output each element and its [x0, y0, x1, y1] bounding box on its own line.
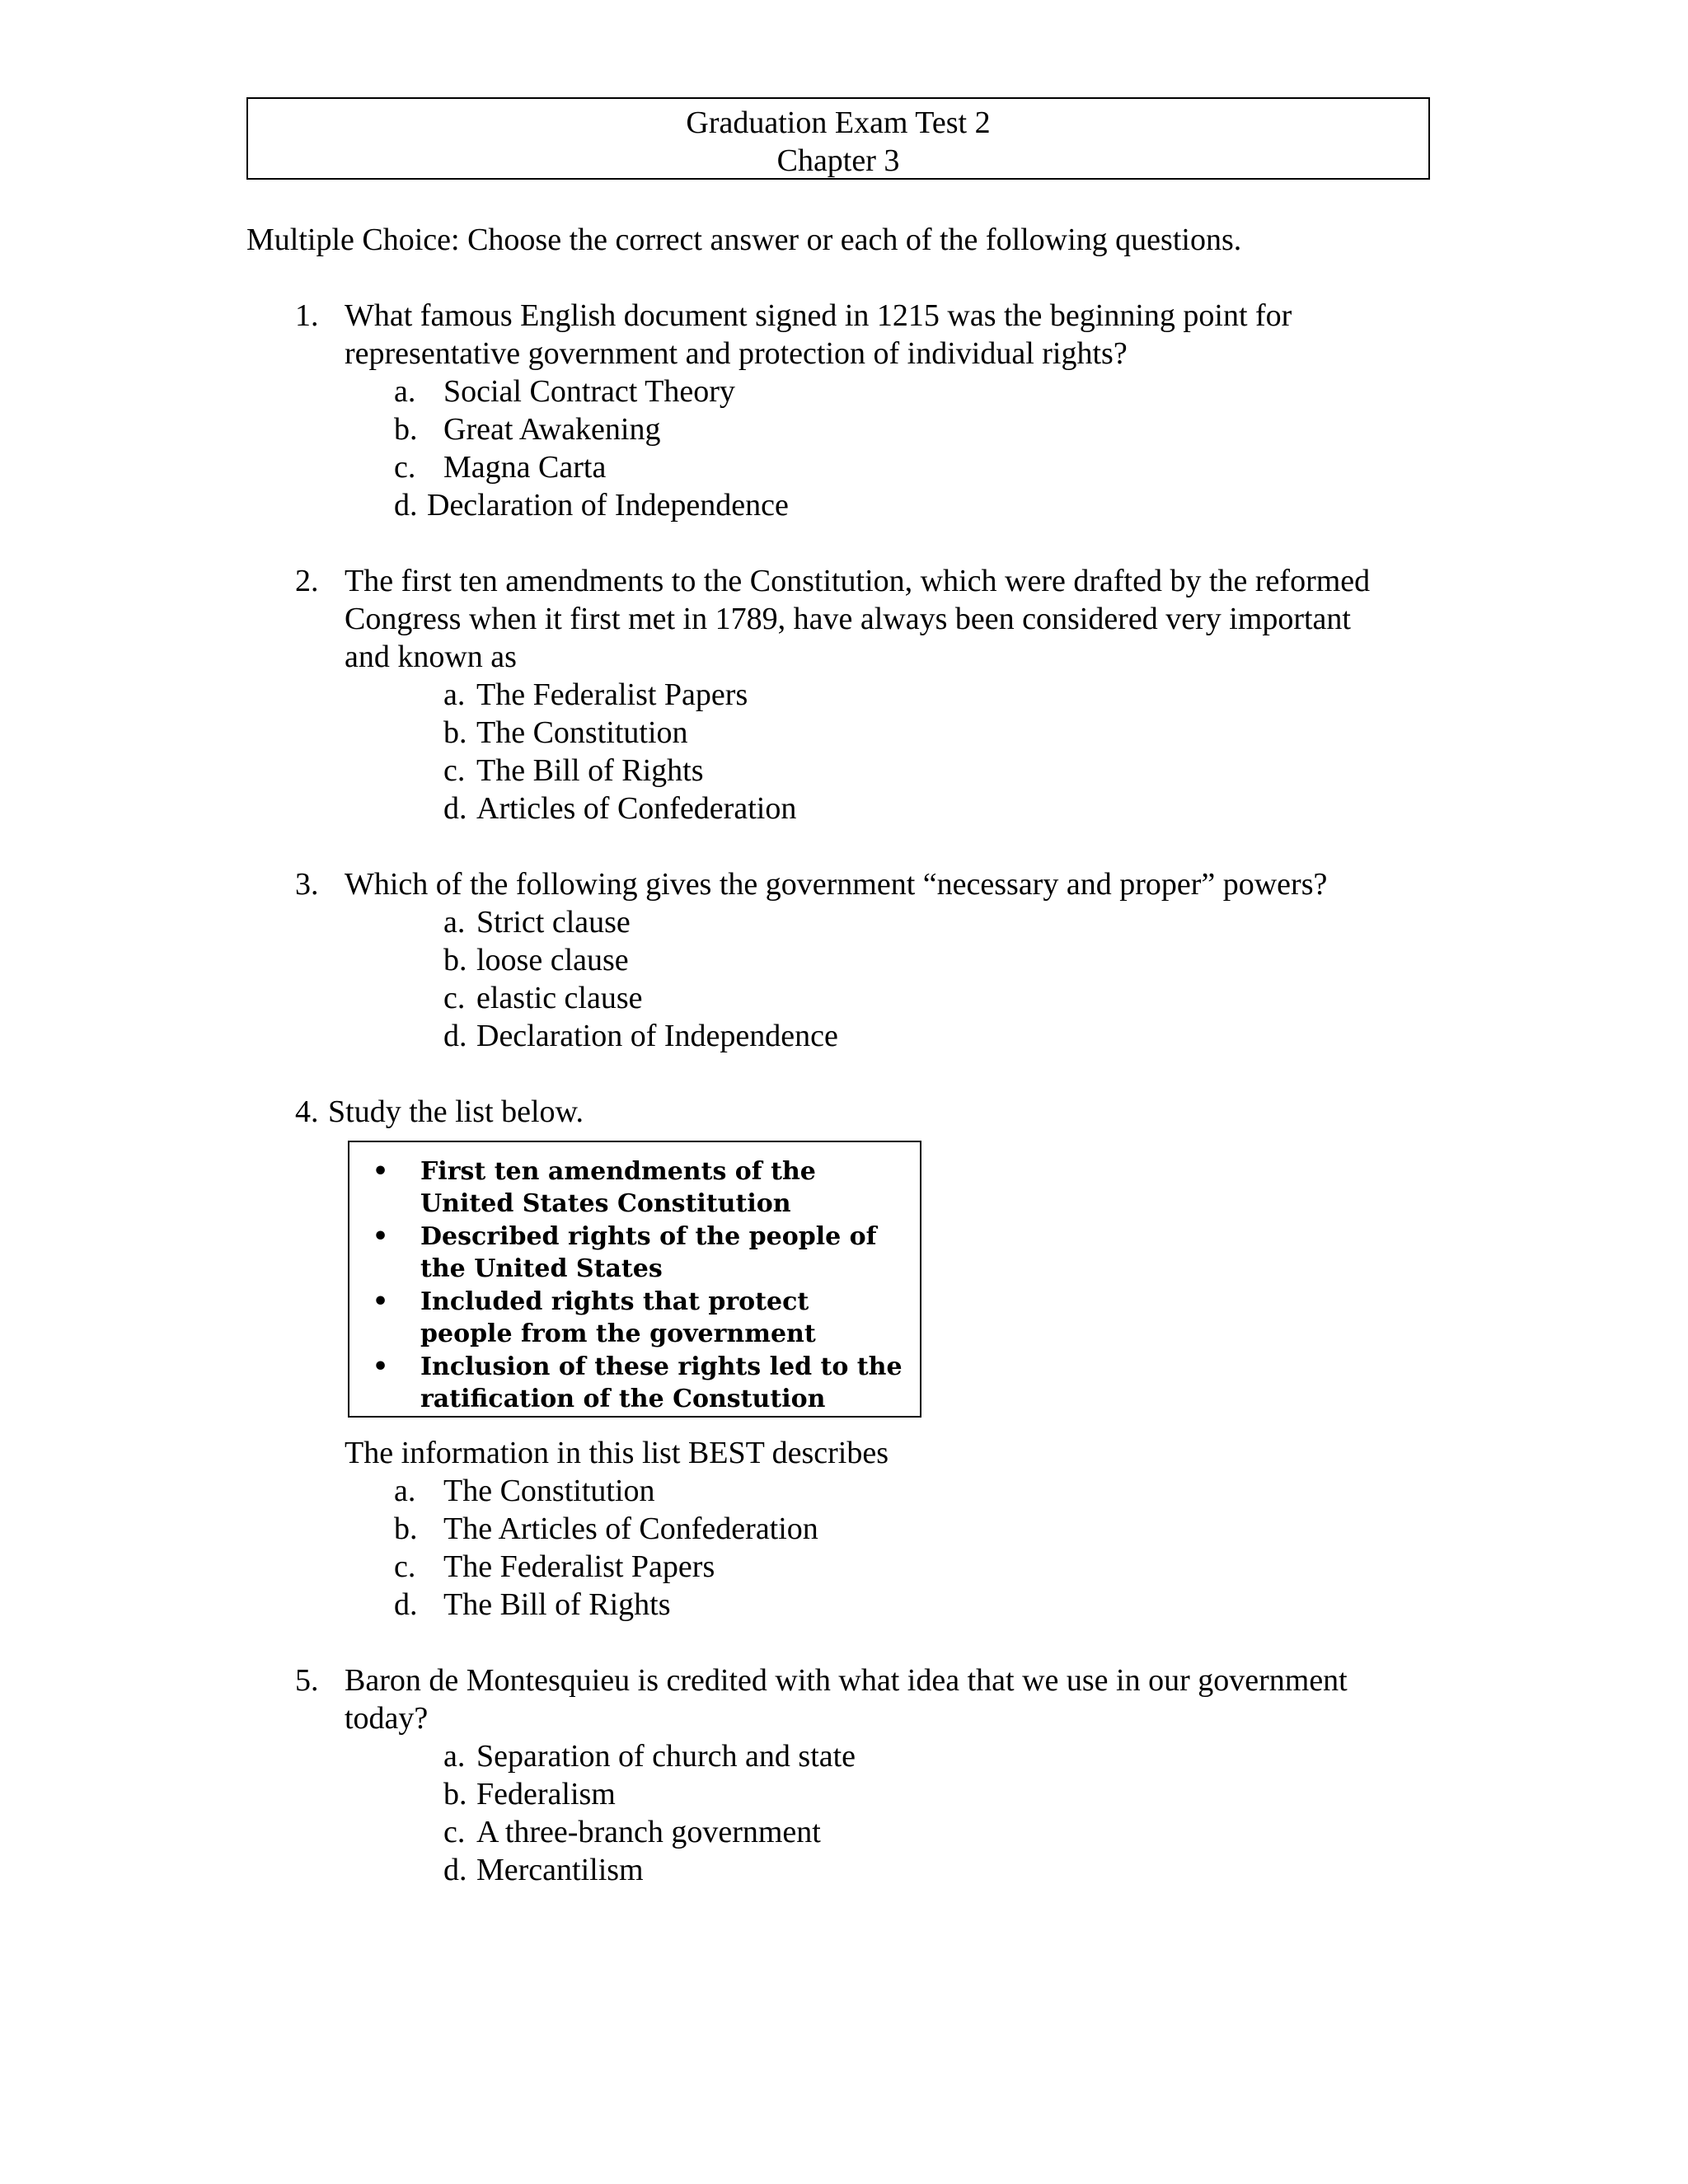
answer-option[interactable]: [443, 941, 629, 979]
answer-option[interactable]: [443, 714, 688, 752]
list-item-line: Described rights of the people of: [420, 1222, 877, 1251]
list-item-line: ratification of the Constution: [420, 1385, 826, 1413]
option-text: The Federalist Papers: [443, 1549, 715, 1584]
stem-line: representative government and protection of individual rights?: [345, 336, 1128, 371]
option-letter: b.: [443, 943, 467, 977]
option-letter: d.: [394, 1587, 418, 1622]
stem-line: The first ten amendments to the Constitution, which were drafted by the reformed: [345, 564, 1371, 598]
option-letter: b.: [443, 715, 467, 750]
answer-option[interactable]: [443, 1737, 856, 1775]
instructions: Multiple Choice: Choose the correct answer or each of the following questions.: [246, 223, 1242, 257]
list-item-line: Included rights that protect: [420, 1287, 809, 1316]
bullet-icon: •: [373, 1287, 389, 1316]
option-text: Mercantilism: [476, 1853, 644, 1887]
question-number: 3.: [295, 867, 319, 902]
list-item-line: Inclusion of these rights led to the: [420, 1352, 903, 1381]
option-letter: c.: [394, 450, 416, 485]
option-letter: d.: [394, 488, 418, 523]
bullet-icon: •: [373, 1222, 389, 1251]
answer-option[interactable]: [443, 1851, 644, 1889]
option-text: loose clause: [476, 943, 629, 977]
option-text: Federalism: [476, 1777, 616, 1811]
list-item: [420, 1351, 915, 1415]
option-text: Great Awakening: [443, 412, 661, 447]
question-number: 4.: [295, 1094, 319, 1129]
list-item: [420, 1221, 915, 1285]
list-item-line: First ten amendments of the: [420, 1157, 816, 1186]
option-text: Declaration of Independence: [476, 1019, 838, 1053]
option-letter: b.: [443, 1777, 467, 1811]
question-stem: [345, 562, 1370, 676]
answer-option[interactable]: [443, 676, 748, 714]
option-letter: c.: [443, 981, 466, 1015]
bullet-icon: •: [373, 1352, 389, 1381]
option-text: The Constitution: [476, 715, 688, 750]
option-letter: a.: [394, 374, 416, 409]
answer-option[interactable]: [443, 752, 704, 790]
stem-line: and known as: [345, 640, 517, 674]
answer-option[interactable]: [394, 1586, 671, 1624]
question-stem: [345, 297, 1292, 373]
option-text: The Constitution: [443, 1474, 655, 1508]
answer-option[interactable]: [394, 1472, 655, 1510]
option-text: Articles of Confederation: [476, 791, 797, 826]
answer-option[interactable]: [443, 979, 643, 1017]
exam-title: Graduation Exam Test 2: [686, 105, 991, 140]
list-item-line: United States Constitution: [420, 1189, 791, 1218]
answer-option[interactable]: [394, 1548, 715, 1586]
option-text: Social Contract Theory: [443, 374, 735, 409]
option-letter: a.: [443, 1739, 466, 1774]
question-stem: [345, 865, 1327, 903]
option-letter: c.: [443, 753, 466, 788]
option-letter: d.: [443, 1019, 467, 1053]
answer-option[interactable]: [394, 486, 789, 524]
option-letter: b.: [394, 1511, 418, 1546]
stem-line: What famous English document signed in 1215 was the beginning point for: [345, 298, 1292, 333]
answer-option[interactable]: [394, 1510, 818, 1548]
question-number: 1.: [295, 298, 319, 333]
option-letter: a.: [394, 1474, 416, 1508]
exam-chapter: Chapter 3: [776, 143, 900, 178]
list-item: [420, 1155, 915, 1220]
answer-option[interactable]: [394, 373, 735, 410]
option-letter: d.: [443, 1853, 467, 1887]
option-text: The Federalist Papers: [476, 677, 748, 712]
question-number: 2.: [295, 564, 319, 598]
stem-line: Congress when it first met in 1789, have always been considered very important: [345, 602, 1351, 636]
list-item: [420, 1286, 915, 1350]
question-stem: [345, 1661, 1348, 1737]
stem-line: Which of the following gives the government “necessary and proper” powers?: [345, 867, 1328, 902]
option-letter: b.: [394, 412, 418, 447]
exam-header-box: [246, 97, 1430, 180]
option-text: Declaration of Independence: [427, 488, 789, 523]
option-text: Magna Carta: [443, 450, 607, 485]
study-list-box: [348, 1141, 921, 1418]
answer-option[interactable]: [443, 1017, 838, 1055]
option-letter: d.: [443, 791, 467, 826]
stem-line: today?: [345, 1701, 429, 1736]
option-letter: a.: [443, 677, 466, 712]
list-item-line: the United States: [420, 1254, 663, 1283]
stem-line: Baron de Montesquieu is credited with what idea that we use in our government: [345, 1663, 1348, 1698]
question-stem: [328, 1093, 584, 1131]
answer-option[interactable]: [443, 1813, 821, 1851]
answer-option[interactable]: [443, 1775, 616, 1813]
question-4-followup: The information in this list BEST describes: [345, 1436, 889, 1470]
option-text: The Bill of Rights: [476, 753, 704, 788]
option-letter: c.: [443, 1815, 466, 1849]
option-text: The Bill of Rights: [443, 1587, 671, 1622]
option-text: Strict clause: [476, 905, 631, 940]
option-text: Separation of church and state: [476, 1739, 856, 1774]
stem-line: Study the list below.: [328, 1094, 584, 1129]
answer-option[interactable]: [394, 410, 660, 448]
answer-option[interactable]: [443, 903, 631, 941]
option-text: elastic clause: [476, 981, 643, 1015]
option-text: The Articles of Confederation: [443, 1511, 818, 1546]
list-item-line: people from the government: [420, 1319, 816, 1348]
bullet-icon: •: [373, 1157, 389, 1186]
answer-option[interactable]: [443, 790, 796, 827]
question-number: 5.: [295, 1663, 319, 1698]
answer-option[interactable]: [394, 448, 606, 486]
option-letter: a.: [443, 905, 466, 940]
option-text: A three-branch government: [476, 1815, 821, 1849]
option-letter: c.: [394, 1549, 416, 1584]
